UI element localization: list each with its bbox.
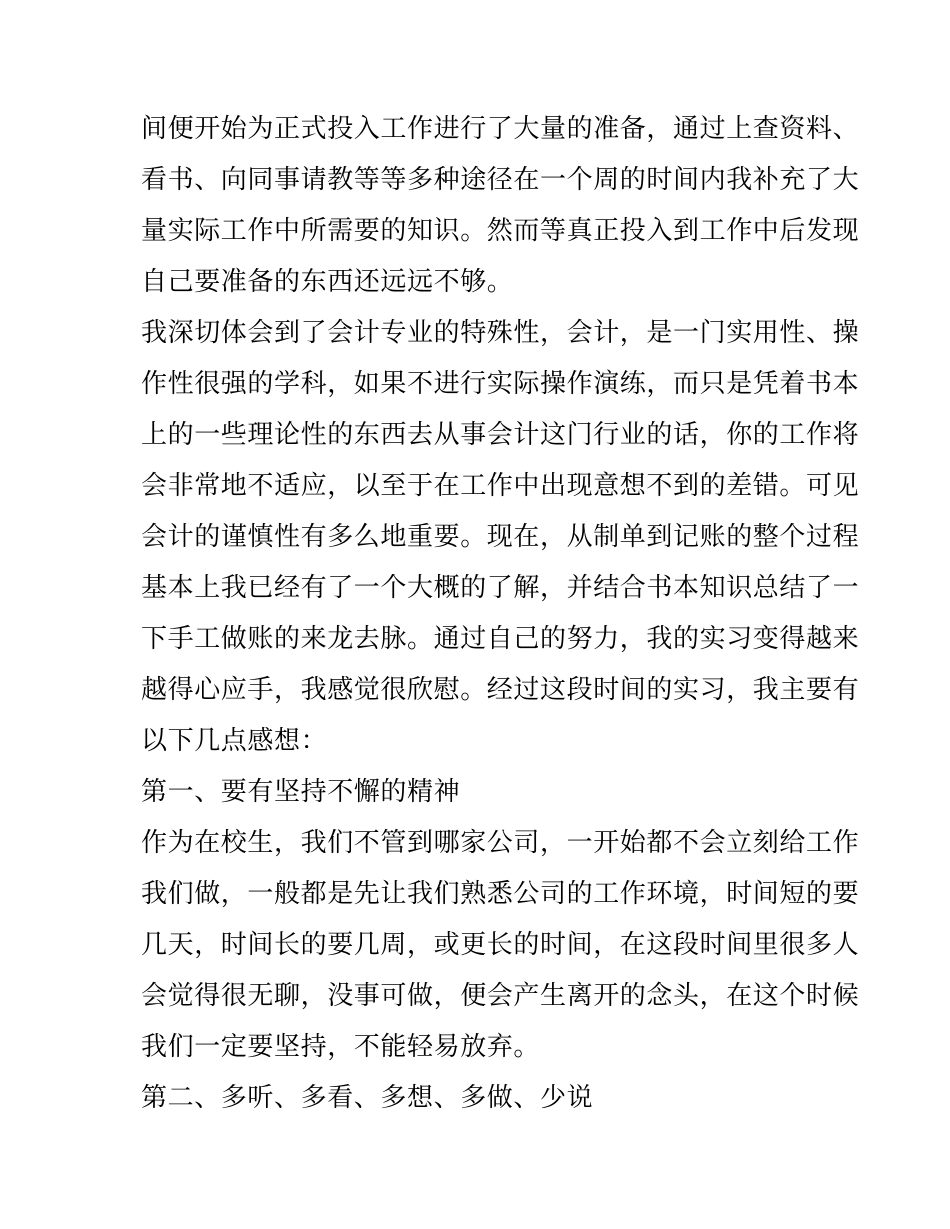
text-line: 会非常地不适应，以至于在工作中出现意想不到的差错。可见 <box>141 471 860 501</box>
text-line: 间便开始为正式投入工作进行了大量的准备，通过上查资料、 <box>141 114 860 144</box>
text-line: 我们一定要坚持，不能轻易放弃。 <box>141 1032 541 1062</box>
text-line: 几天，时间长的要几周，或更长的时间，在这段时间里很多人 <box>141 930 860 960</box>
text-line: 基本上我已经有了一个大概的了解，并结合书本知识总结了一 <box>141 573 860 603</box>
text-line: 上的一些理论性的东西去从事会计这门行业的话，你的工作将 <box>141 420 860 450</box>
text-line: 我们做，一般都是先让我们熟悉公司的工作环境，时间短的要 <box>141 879 860 909</box>
text-line: 下手工做账的来龙去脉。通过自己的努力，我的实习变得越来 <box>141 624 860 654</box>
text-line: 作为在校生，我们不管到哪家公司，一开始都不会立刻给工作 <box>141 828 860 858</box>
text-line: 会觉得很无聊，没事可做，便会产生离开的念头，在这个时候 <box>141 981 860 1011</box>
text-line: 以下几点感想： <box>141 726 328 756</box>
section-heading: 第二、多听、多看、多想、多做、少说 <box>141 1083 594 1113</box>
text-line: 作性很强的学科，如果不进行实际操作演练，而只是凭着书本 <box>141 369 860 399</box>
text-line: 我深切体会到了会计专业的特殊性，会计，是一门实用性、操 <box>141 318 860 348</box>
text-line: 看书、向同事请教等等多种途径在一个周的时间内我补充了大 <box>141 165 860 195</box>
section-heading: 第一、要有坚持不懈的精神 <box>141 777 461 807</box>
text-line: 会计的谨慎性有多么地重要。现在，从制单到记账的整个过程 <box>141 522 860 552</box>
text-line: 自己要准备的东西还远远不够。 <box>141 267 514 297</box>
document-body <box>141 104 860 1124</box>
text-line: 越得心应手，我感觉很欣慰。经过这段时间的实习，我主要有 <box>141 675 860 705</box>
text-line: 量实际工作中所需要的知识。然而等真正投入到工作中后发现 <box>141 216 860 246</box>
